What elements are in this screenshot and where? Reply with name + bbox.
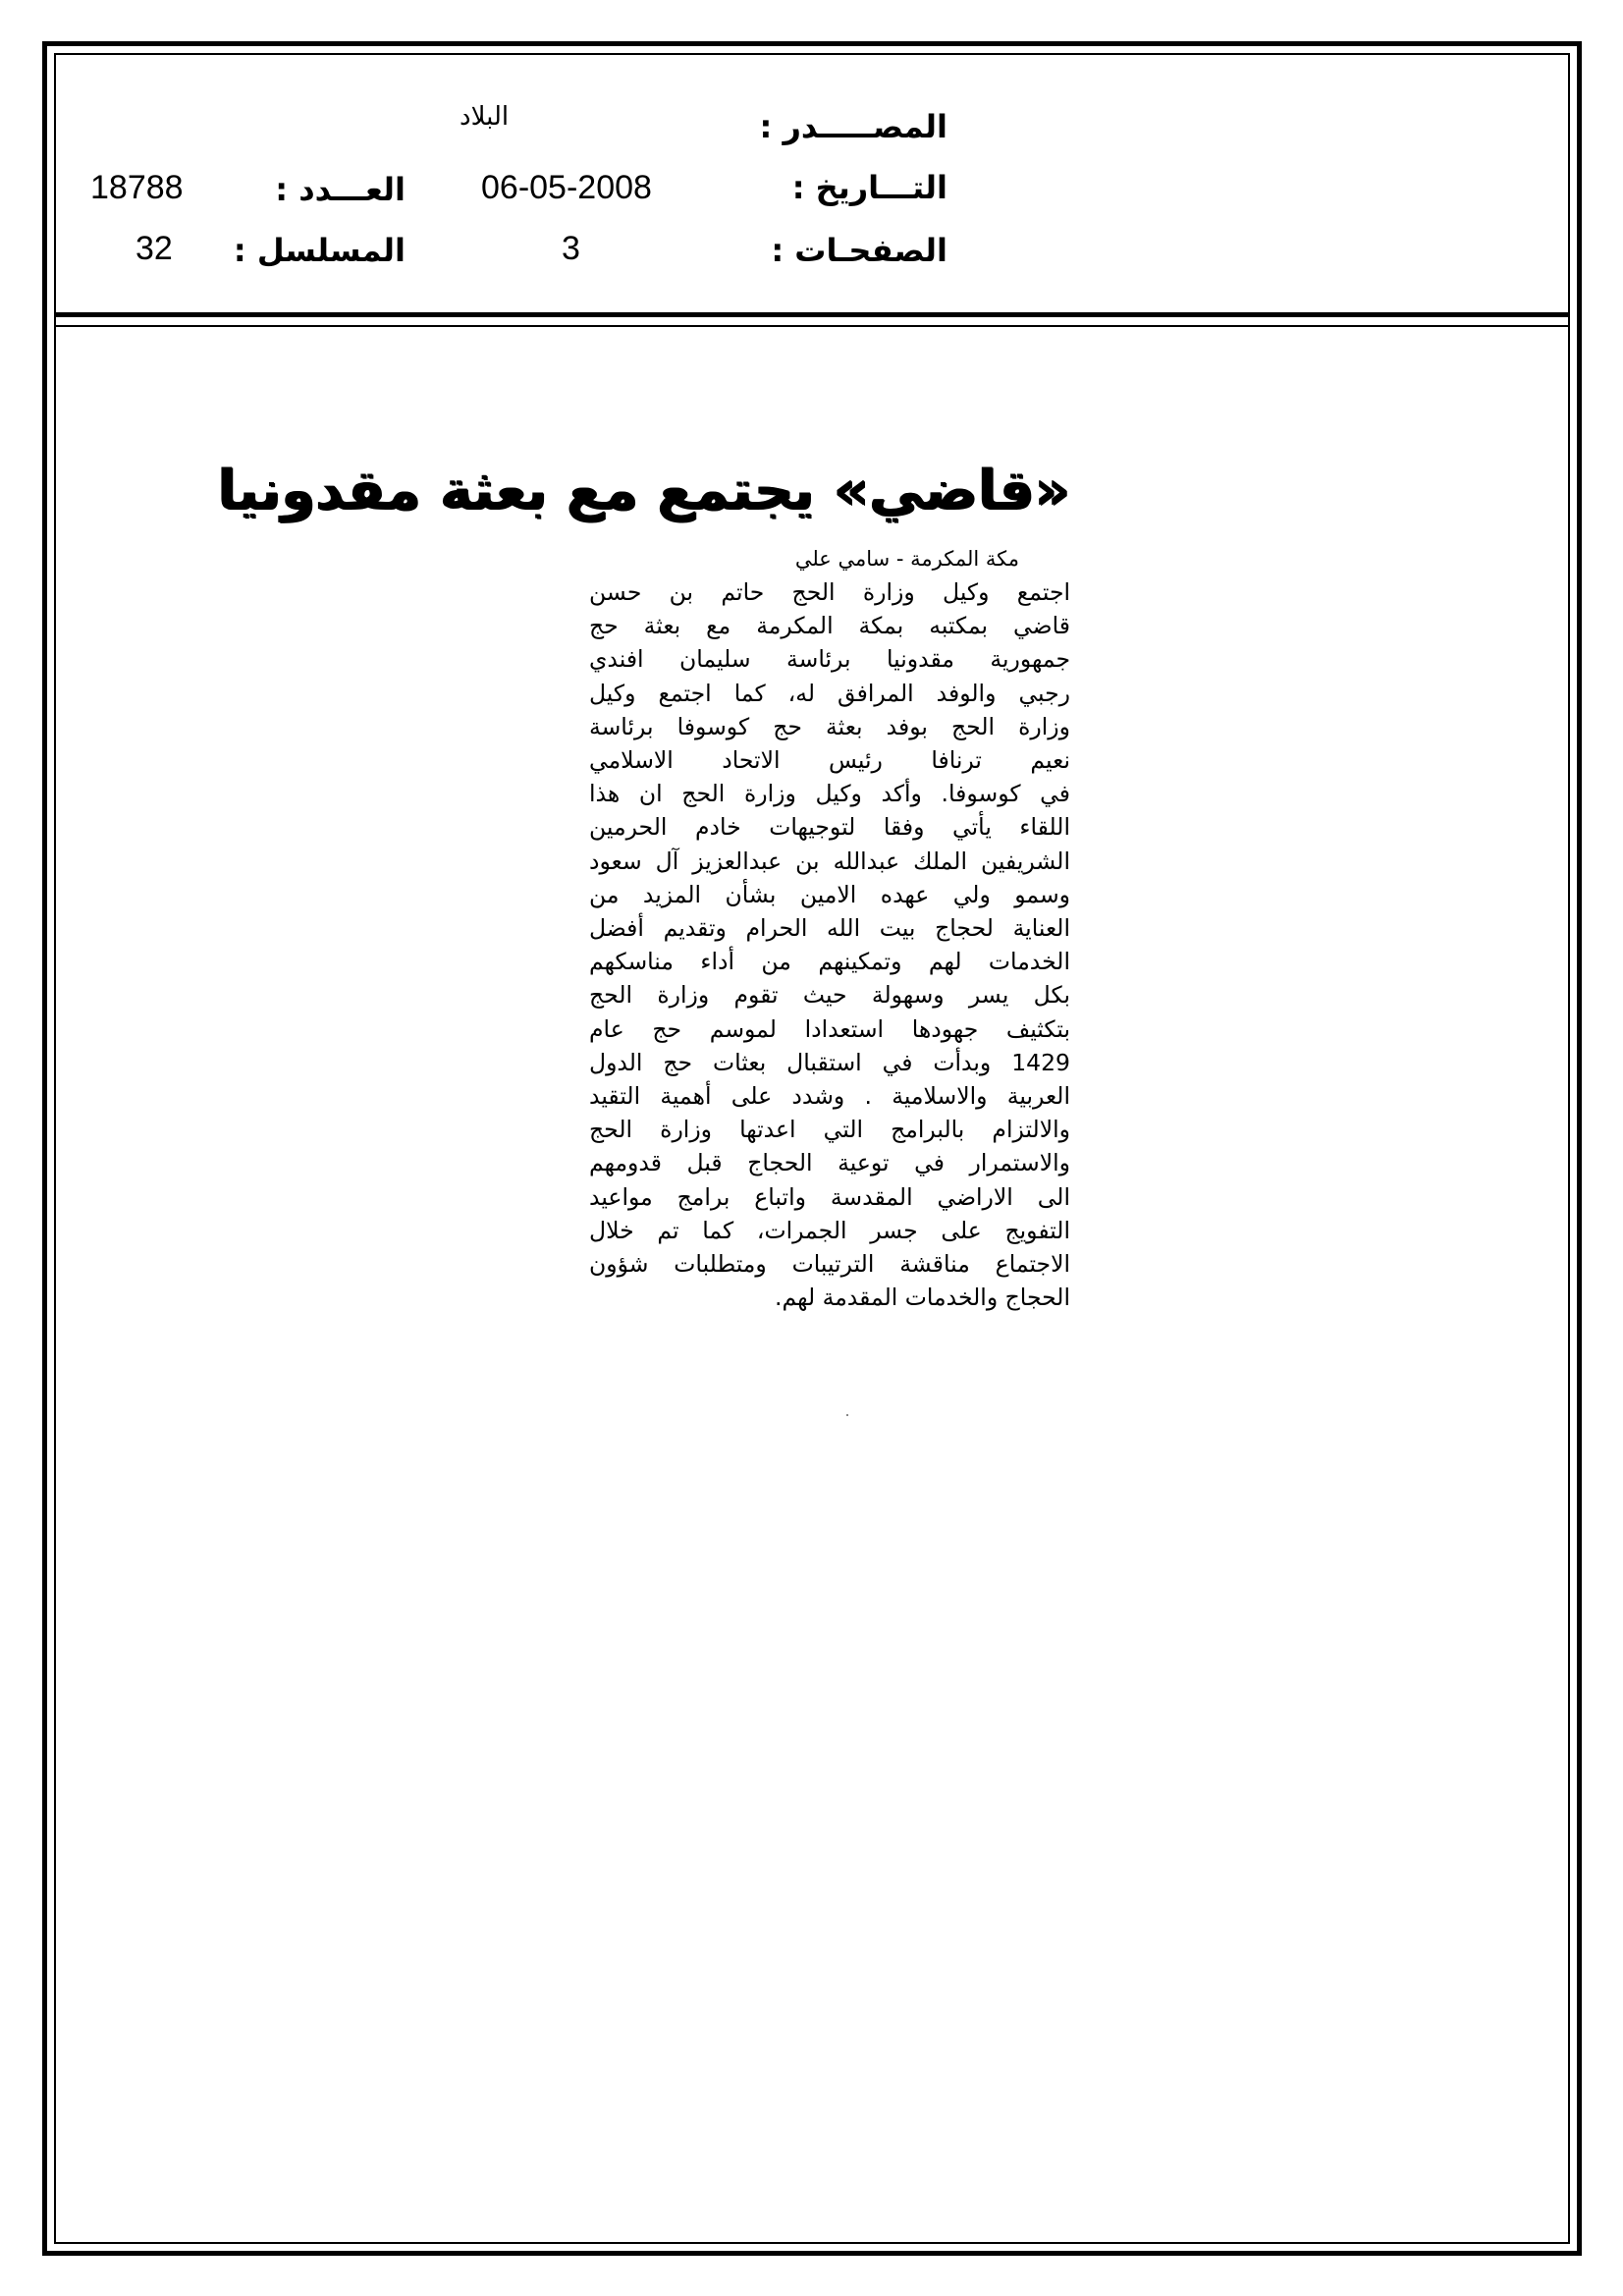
serial-label: المسلسل :	[233, 232, 406, 269]
article-line: الحجاج والخدمات المقدمة لهم.	[775, 1284, 1070, 1312]
date-label: التـــاريخ :	[791, 169, 947, 206]
article-line: الاجتماع مناقشة الترتيبات ومتطلبات شؤون	[589, 1250, 1070, 1279]
article-line: قاضي بمكتبه بمكة المكرمة مع بعثة حج	[589, 612, 1070, 640]
article-line: رجبي والوفد المرافق له، كما اجتمع وكيل	[589, 679, 1070, 707]
article-line: بتكثيف جهودها استعدادا لموسم حج عام	[589, 1014, 1070, 1043]
article-line: اللقاء يأتي وفقا لتوجيهات خادم الحرمين	[589, 813, 1070, 842]
date-value: 06-05-2008	[481, 169, 652, 206]
article-line: التفويج على جسر الجمرات، كما تم خلال	[589, 1216, 1070, 1244]
pages-label: الصفحـات :	[771, 232, 947, 269]
article-line: 1429 وبدأت في استقبال بعثات حج الدول	[589, 1048, 1070, 1076]
article-line: جمهورية مقدونيا برئاسة سليمان افندي	[589, 645, 1070, 674]
article-body	[589, 575, 1070, 1314]
article-line: وزارة الحج بوفد بعثة حج كوسوفا برئاسة	[589, 712, 1070, 740]
serial-value: 32	[135, 230, 173, 267]
article-line: اجتمع وكيل وزارة الحج حاتم بن حسن	[589, 578, 1070, 606]
scan-speck	[846, 1414, 848, 1416]
article-line: العربية والاسلامية . وشدد على أهمية التقيد	[589, 1082, 1070, 1111]
article-line: في كوسوفا. وأكد وكيل وزارة الحج ان هذا	[589, 780, 1070, 808]
article-line: الشريفين الملك عبدالله بن عبدالعزيز آل سعود	[589, 847, 1070, 875]
news-article	[217, 452, 1070, 1314]
header-divider-thick	[54, 312, 1570, 317]
article-line: والالتزام بالبرامج التي اعدتها وزارة الحج	[589, 1116, 1070, 1144]
header-divider-thin	[54, 325, 1570, 327]
source-label: المصـــــدر :	[759, 108, 947, 145]
article-line: وسمو ولي عهده الامين بشأن المزيد من	[589, 880, 1070, 908]
issue-label: العـــدد :	[275, 171, 406, 208]
article-line: الى الاراضي المقدسة واتباع برامج مواعيد	[589, 1182, 1070, 1211]
article-line: العناية لحجاج بيت الله الحرام وتقديم أفضل	[589, 914, 1070, 943]
article-line: بكل يسر وسهولة حيث تقوم وزارة الحج	[589, 981, 1070, 1010]
source-value: البلاد	[460, 102, 510, 132]
article-headline: «قاضي» يجتمع مع بعثة مقدونيا	[217, 459, 1070, 522]
issue-value: 18788	[90, 169, 184, 206]
pages-value: 3	[562, 230, 580, 267]
article-byline: مكة المكرمة - سامي علي	[794, 547, 1019, 571]
article-line: والاستمرار في توعية الحجاج قبل قدومهم	[589, 1149, 1070, 1177]
article-line: الخدمات لهم وتمكينهم من أداء مناسكهم	[589, 948, 1070, 976]
article-line: نعيم ترنافا رئيس الاتحاد الاسلامي	[589, 746, 1070, 775]
